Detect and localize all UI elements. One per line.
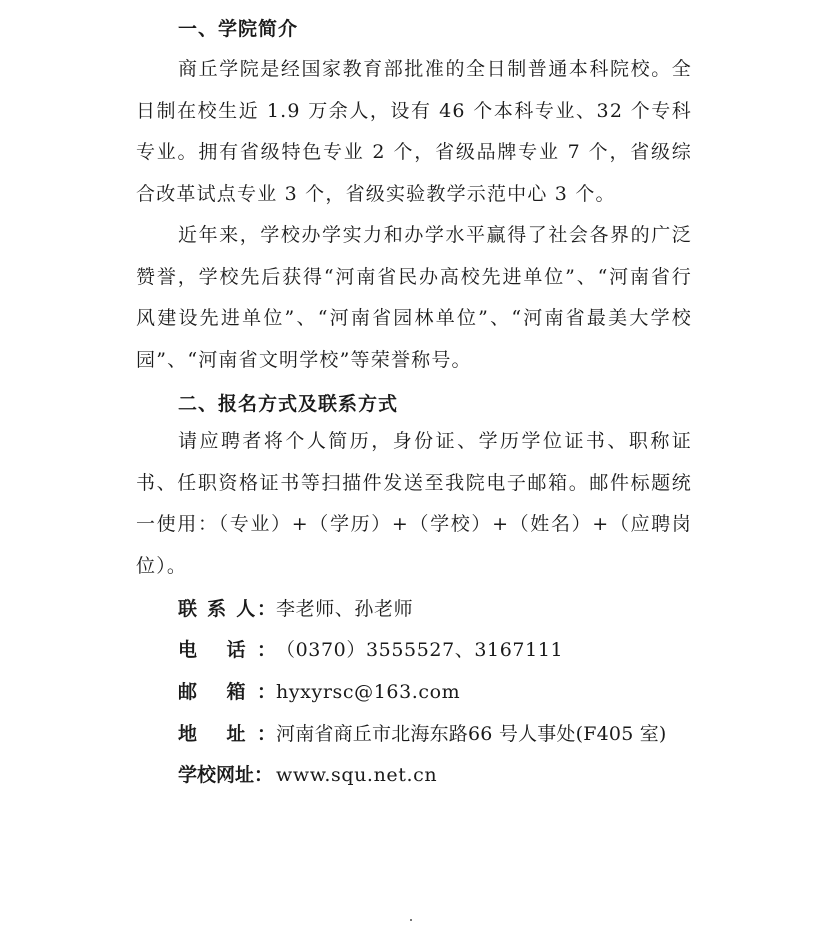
contact-email-value[interactable]: hyxyrsc@163.com xyxy=(276,681,461,703)
contact-phone-value: （0370）3555527、3167111 xyxy=(276,639,564,661)
contact-address-row xyxy=(178,720,667,748)
contact-website-value[interactable]: www.squ.net.cn xyxy=(276,764,438,786)
contact-person-row xyxy=(178,595,413,623)
intro-paragraph-2: 近年来，学校办学实力和办学水平赢得了社会各界的广泛赞誉，学校先后获得“河南省民办高校先进单位”、“河南省行风建设先进单位”、“河南省园林单位”、“河南省最美大学校园”、“河南省文明学校”等荣誉称号。 xyxy=(136,224,692,371)
section-heading-intro: 一、学院简介 xyxy=(178,18,299,40)
contact-person-label: 联 系 人： xyxy=(178,598,276,620)
contact-address-value: 河南省商丘市北海东路66 号人事处(F405 室) xyxy=(276,723,667,745)
section-heading-application: 二、报名方式及联系方式 xyxy=(178,393,399,415)
contact-address-label: 地 址： xyxy=(178,723,276,745)
contact-email-row xyxy=(178,678,460,706)
contact-phone-row xyxy=(178,636,563,664)
contact-website-row xyxy=(178,761,437,789)
intro-paragraph-1: 商丘学院是经国家教育部批准的全日制普通本科院校。全日制在校生近 1.9 万余人，设有 46 个本科专业、32 个专科专业。拥有省级特色专业 2 个，省级品牌专业 7 个，省级综合改革试点专业 3 个，省级实验教学示范中心 3 个。 xyxy=(136,58,692,205)
contact-phone-label: 电 话： xyxy=(178,639,276,661)
contact-website-label: 学校网址： xyxy=(178,764,274,786)
contact-person-value: 李老师、孙老师 xyxy=(276,598,414,620)
application-paragraph: 请应聘者将个人简历，身份证、学历学位证书、职称证书、任职资格证书等扫描件发送至我院电子邮箱。邮件标题统一使用：（专业）+（学历）+（学校）+（姓名）+（应聘岗位）。 xyxy=(136,430,692,577)
footer-mark xyxy=(410,919,412,921)
contact-email-label: 邮 箱： xyxy=(178,681,276,703)
